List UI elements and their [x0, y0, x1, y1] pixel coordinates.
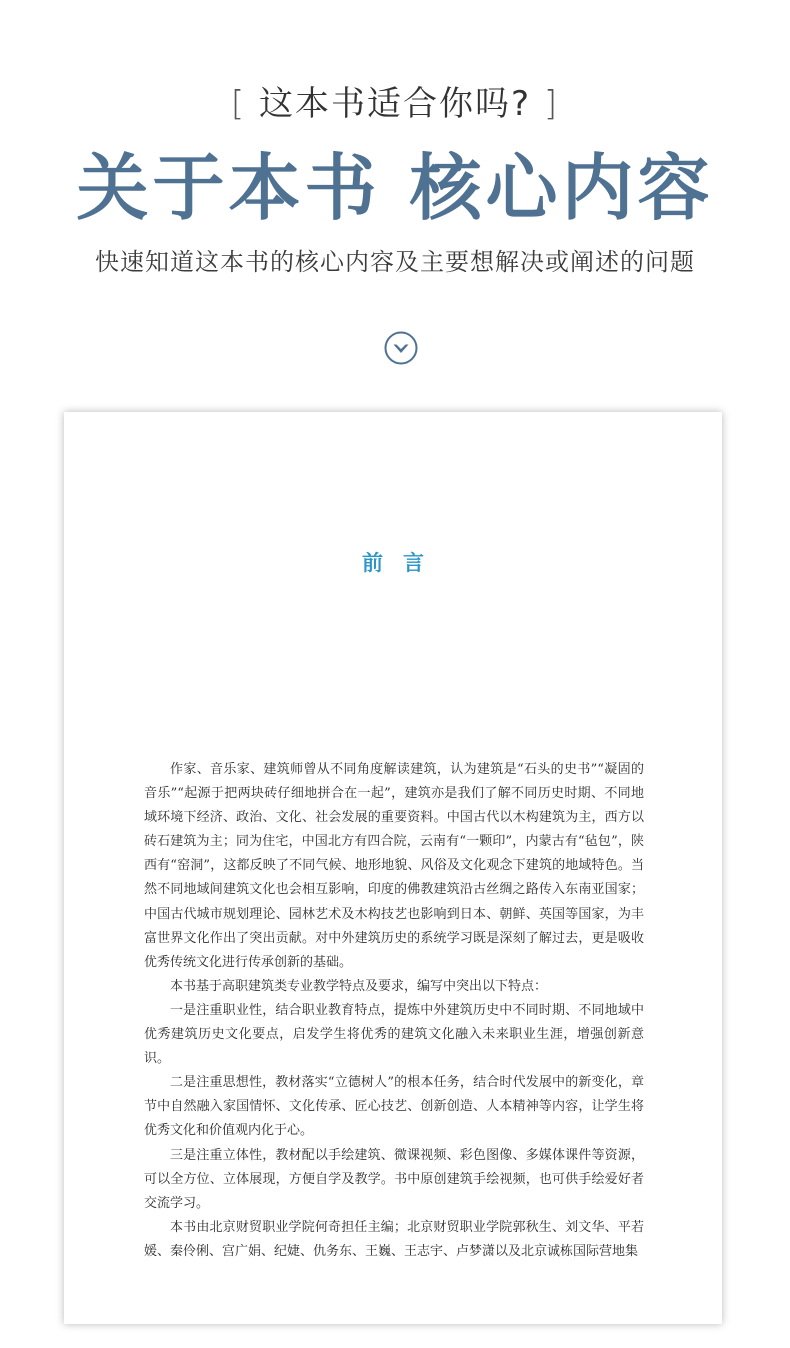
document-page [64, 412, 722, 1324]
paragraph: 作家、音乐家、建筑师曾从不同角度解读建筑，认为建筑是“石头的史书”“凝固的音乐”“起源于把两块砖仔细地拼合在一起”，建筑亦是我们了解不同历史时期、不同地域环境下经济、政治、文化、社会发展的重要资料。中国古代以木构建筑为主，西方以砖石建筑为主；同为住宅，中国北方有四合院，云南有“一颗印”，内蒙古有“毡包”，陕西有“窑洞”，这都反映了不同气候、地形地貌、风俗及文化观念下建筑的地域特色。当然不同地域间建筑文化也会相互影响，印度的佛教建筑沿古丝绸之路传入东南亚国家；中国古代城市规划理论、园林艺术及木构技艺也影响到日本、朝鲜、英国等国家，为丰富世界文化作出了突出贡献。对中外建筑历史的系统学习既是深刻了解过去，更是吸收优秀传统文化进行传承创新的基础。 [144, 762, 644, 970]
paragraph: 本书由北京财贸职业学院何奇担任主编；北京财贸职业学院郭秋生、刘文华、平若媛、秦伶俐、宫广娟、纪婕、仇务东、王巍、王志宇、卢梦潇以及北京诚栋国际营地集 [144, 1219, 644, 1259]
preface-body [144, 758, 644, 1264]
subtitle: 快速知道这本书的核心内容及主要想解决或阐述的问题 [95, 248, 695, 276]
main-title: 关于本书 核心内容 [76, 145, 714, 230]
bracket-close: ] [543, 84, 560, 124]
paragraph: 本书基于高职建筑类专业教学特点及要求，编写中突出以下特点： [170, 978, 548, 994]
eyebrow-text: 这本书适合你吗? [258, 84, 532, 124]
preface-title: 前言 [362, 550, 444, 575]
book-intro-header [0, 0, 790, 400]
eyebrow-heading [0, 78, 790, 130]
chevron-down-circle-icon [383, 330, 419, 366]
bracket-open: [ [230, 84, 247, 124]
paragraph: 二是注重思想性，教材落实“立德树人”的根本任务，结合时代发展中的新变化，章节中自然融入家国情怀、文化传承、匠心技艺、创新创造、人本精神等内容，让学生将优秀文化和价值观内化于心。 [144, 1075, 644, 1139]
paragraph: 一是注重职业性，结合职业教育特点，提炼中外建筑历史中不同时期、不同地域中优秀建筑历史文化要点，启发学生将优秀的建筑文化融入未来职业生涯，增强创新意识。 [144, 1002, 644, 1067]
paragraph: 三是注重立体性，教材配以手绘建筑、微课视频、彩色图像、多媒体课件等资源，可以全方位、立体展现，方便自学及教学。书中原创建筑手绘视频，也可供手绘爱好者交流学习。 [144, 1147, 644, 1211]
